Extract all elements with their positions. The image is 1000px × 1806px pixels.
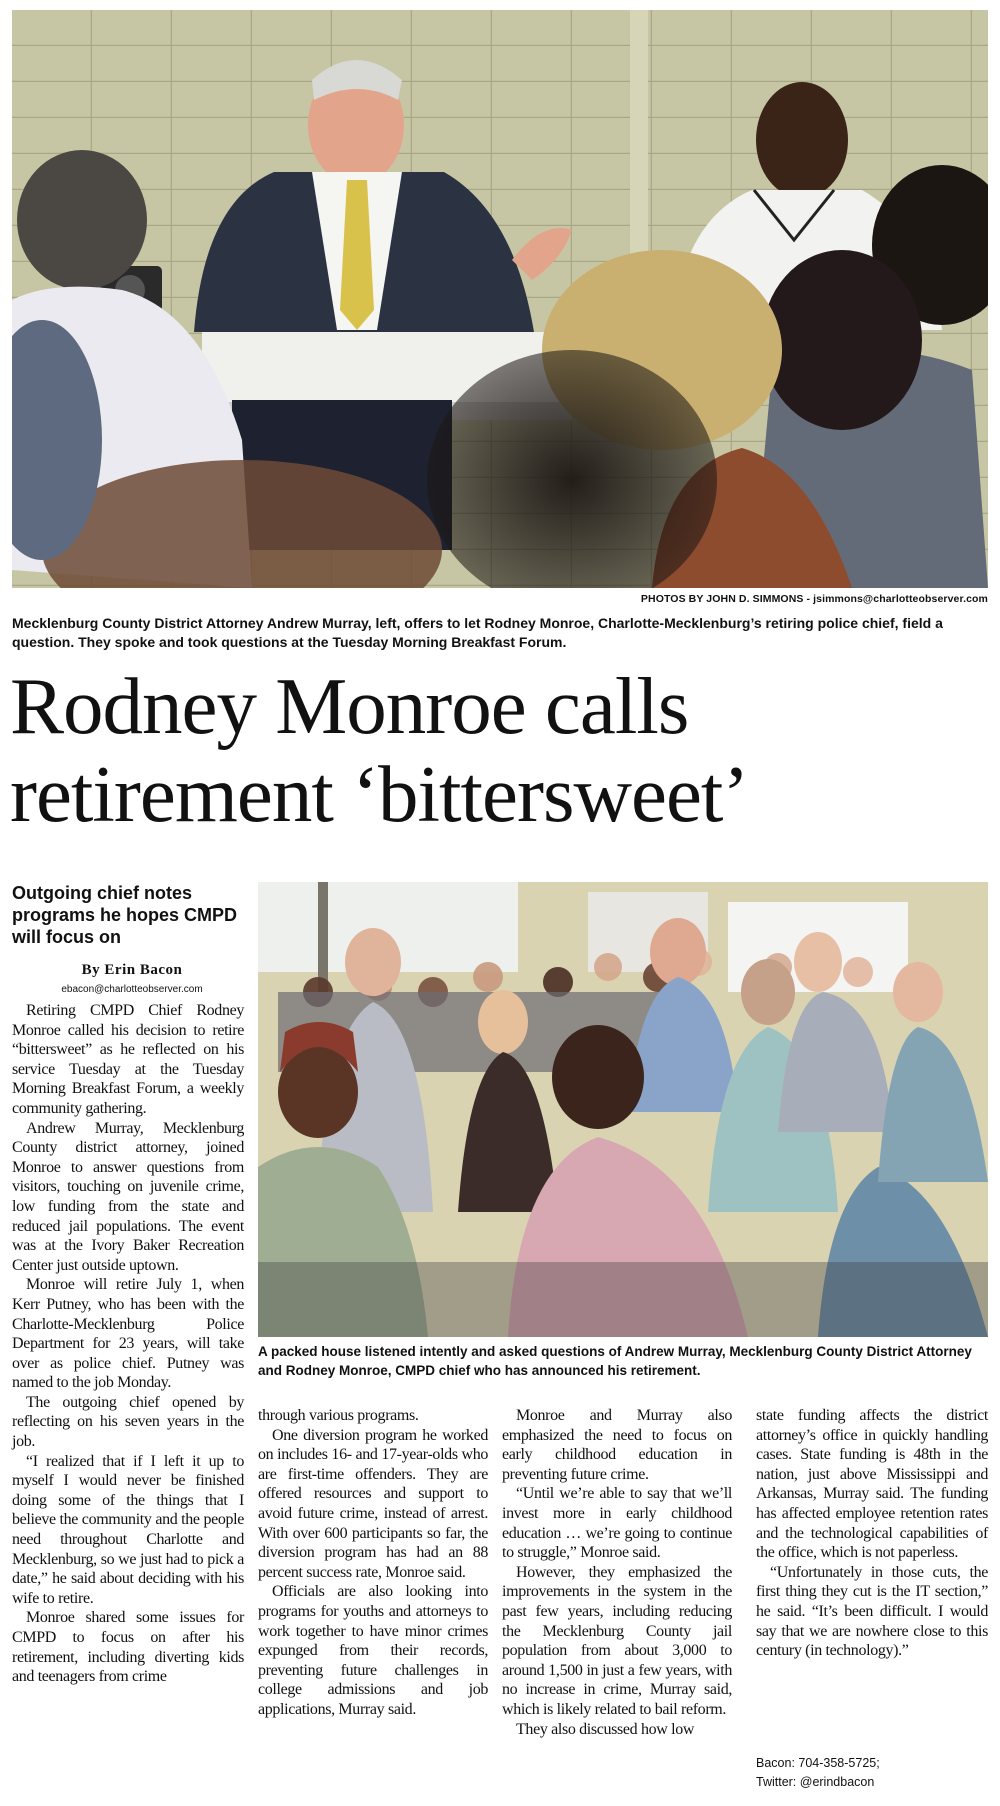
paragraph: Officials are also looking into programs for youths and attorneys to work together to have minor crimes expunged from their records, preventing future challenges in college admissions and job applications, Murray said. bbox=[258, 1583, 488, 1718]
author-contact bbox=[756, 1754, 988, 1792]
paragraph: through various programs. bbox=[258, 1407, 419, 1424]
paragraph: One diversion program he worked on includes 16- and 17-year-olds who are first-time offenders. They are offered resources and support to avoid future crime, instead of arrest. With over 600 participants so far, the diversion program has had an 88 percent success rate, Monroe said. bbox=[258, 1426, 488, 1581]
paragraph: state funding affects the district attorney’s office in quickly handling cases. State funding is 48th in the nation, just above Mississippi and Arkansas, Murray said. The funding has affected employee retention rates and the technological capabilities of the office, which is not paperless. bbox=[756, 1407, 988, 1562]
paragraph: “Unfortunately in those cuts, the first thing they cut is the IT section,” he said. “It’s been difficult. I would say that we are nowhere close to this century (in technology).” bbox=[756, 1563, 988, 1660]
article-column-1 bbox=[12, 1001, 244, 1687]
paragraph: Monroe shared some issues for CMPD to focus on after his retirement, including diverting kids and teenagers from crime bbox=[12, 1609, 244, 1686]
headline-line-1: Rodney Monroe calls bbox=[10, 661, 689, 751]
photo-credit: PHOTOS BY JOHN D. SIMMONS - jsimmons@charlotteobserver.com bbox=[640, 593, 988, 605]
photo-caption-top: Mecklenburg County District Attorney Andrew Murray, left, offers to let Rodney Monroe, Charlotte-Mecklenburg’s retiring police chief, field a question. They spoke and took questions at the Tuesday Morning Breakfast Forum. bbox=[12, 615, 943, 650]
author-twitter: Twitter: @erindbacon bbox=[756, 1775, 875, 1789]
paragraph: However, they emphasized the improvements in the system in the past few years, including reducing the Mecklenburg County jail population from about 3,000 to around 1,500 in just a few years, with no increase in crime, Murray said, which is likely related to bail reform. bbox=[502, 1563, 732, 1718]
headline-line-2: retirement ‘bittersweet’ bbox=[10, 749, 749, 839]
paragraph: Monroe will retire July 1, when Kerr Putney, who has been with the Charlotte-Mecklenburg Police Department for 23 years, will take over as police chief. Putney was named to the job Monday. bbox=[12, 1276, 244, 1392]
article-column-4 bbox=[756, 1406, 988, 1661]
paragraph: Retiring CMPD Chief Rodney Monroe called his decision to retire “bittersweet” as he reflected on his service Tuesday at the Tuesday Morning Breakfast Forum, a weekly community gathering. bbox=[12, 1002, 244, 1117]
deck-subhead: Outgoing chief notes programs he hopes CMPD will focus on bbox=[12, 883, 238, 947]
author-phone: Bacon: 704-358-5725; bbox=[756, 1756, 880, 1770]
paragraph: The outgoing chief opened by reflecting on his seven years in the job. bbox=[12, 1393, 244, 1451]
paragraph: Monroe and Murray also emphasized the need to focus on early childhood education in preventing future crime. bbox=[502, 1407, 732, 1483]
byline: By Erin Bacon bbox=[81, 962, 183, 978]
byline-email: ebacon@charlotteobserver.com bbox=[61, 984, 203, 995]
article-column-3 bbox=[502, 1406, 732, 1739]
paragraph: Andrew Murray, Mecklenburg County district attorney, joined Monroe to answer questions from visitors, touching on juvenile crime, low funding from the state and reduced jail populations. The event was at the Ivory Baker Recreation Center just outside uptown. bbox=[12, 1119, 244, 1274]
paragraph: They also discussed how low bbox=[516, 1720, 695, 1738]
article-column-2 bbox=[258, 1406, 488, 1720]
audience-photo bbox=[258, 882, 988, 1337]
paragraph: “Until we’re able to say that we’ll invest more in early childhood education … we’re going to continue to struggle,” Monroe said. bbox=[502, 1485, 732, 1562]
paragraph: “I realized that if I left it up to myself I would never be finished doing some of the things that I believe the community and the people need throughout Charlotte and Mecklenburg, so we just had to pick a date,” he said about deciding with his wife to retire. bbox=[12, 1452, 244, 1607]
top-photo bbox=[12, 10, 988, 588]
headline bbox=[10, 662, 995, 838]
photo-caption-middle: A packed house listened intently and asked questions of Andrew Murray, Mecklenburg County District Attorney and Rodney Monroe, CMPD chief who has announced his retirement. bbox=[258, 1344, 972, 1378]
